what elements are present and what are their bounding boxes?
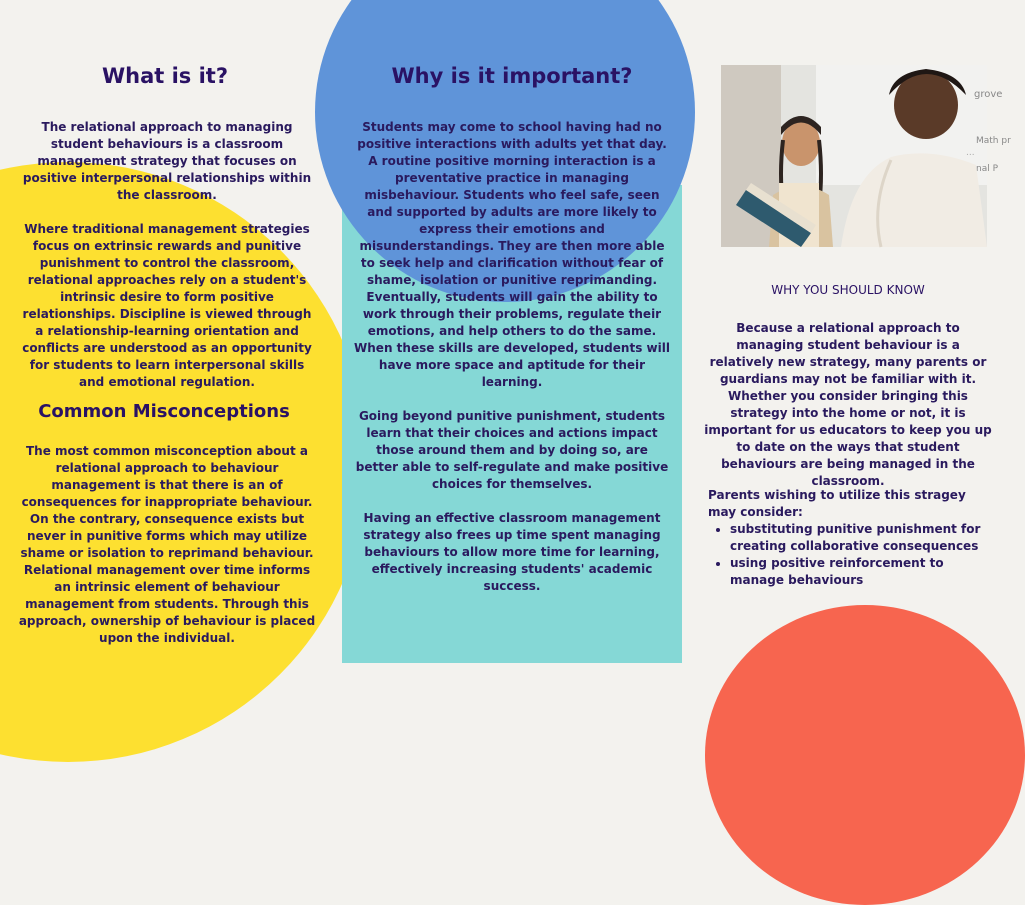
- why-important-section: [354, 119, 670, 595]
- why-important-paragraph-3: Having an effective classroom management strategy also frees up time spent managing behaviours to allow more time for learning, effectively increasing students' academic success.: [363, 511, 661, 593]
- why-you-should-know-paragraph: Because a relational approach to managing student behaviour is a relatively new strategy, many parents or guardians may not be familiar with it. Whether you consider bringing this strategy into the home or not, it is important for us educators to keep you up to date on the ways that student behaviours are being managed in the classroom.: [704, 321, 992, 488]
- parents-section: [708, 487, 988, 589]
- common-misconceptions-heading: Common Misconceptions: [38, 401, 290, 422]
- what-is-it-paragraph-2: Where traditional management strategies focus on extrinsic rewards and punitive punishment to control the classroom, relational approaches rely on a student's intrinsic desire to form positive relationships. Discipline is viewed through a relationship-learning orientation and conflicts are understood as an opportunity for students to learn interpersonal skills and emotional regulation.: [22, 222, 312, 389]
- parents-suggestions-list: [708, 521, 988, 589]
- what-is-it-heading: What is it?: [101, 64, 229, 88]
- list-item: • using positive reinforcement to manage behaviours: [730, 555, 988, 589]
- parents-intro: Parents wishing to utilize this stragey may consider:: [708, 488, 966, 519]
- why-you-should-know-heading: WHY YOU SHOULD KNOW: [771, 283, 925, 297]
- why-important-heading: Why is it important?: [391, 64, 633, 88]
- board-text-2: Math pr: [976, 136, 1011, 146]
- misconceptions-section: [16, 443, 318, 647]
- board-text-1: grove: [974, 89, 1003, 100]
- what-is-it-paragraph-1: The relational approach to managing student behaviours is a classroom management strategy that focuses on positive interpersonal relationships within the classroom.: [22, 120, 312, 202]
- coral-circle-shape: [705, 605, 1025, 905]
- misconceptions-paragraph: The most common misconception about a relational approach to behaviour management is that there is an of consequences for inappropriate behaviour. On the contrary, consequence exists but never in punitive forms which may utilize shame or isolation to reprimand behaviour. Relational management over time informs an intrinsic element of behaviour management from students. Through this approach, ownership of behaviour is placed upon the individual.: [18, 444, 316, 645]
- classroom-photo-illustration: [721, 65, 1011, 247]
- why-important-paragraph-2: Going beyond punitive punishment, students learn that their choices and actions impact those around them and by doing so, are better able to self-regulate and make positive choices for themselves.: [355, 409, 669, 491]
- why-important-paragraph-1: Students may come to school having had no positive interactions with adults yet that day. A routine positive morning interaction is a preventative practice in managing misbehaviour. Students who feel safe, seen and supported by adults are more likely to express their emotions and misunderstandings. They are then more able to seek help and clarification without fear of shame, isolation or punitive reprimanding. Eventually, students will gain the ability to work through their problems, regulate their emotions, and help others to do the same. When these skills are developed, students will have more space and aptitude for their learning.: [354, 120, 670, 389]
- board-text-3: ...: [966, 148, 975, 158]
- why-you-should-know-section: [704, 320, 992, 490]
- list-item: • substituting punitive punishment for creating collaborative consequences: [730, 521, 988, 555]
- board-text-4: nal P: [976, 164, 999, 174]
- classroom-photo: [721, 65, 1011, 247]
- what-is-it-section: [18, 119, 316, 391]
